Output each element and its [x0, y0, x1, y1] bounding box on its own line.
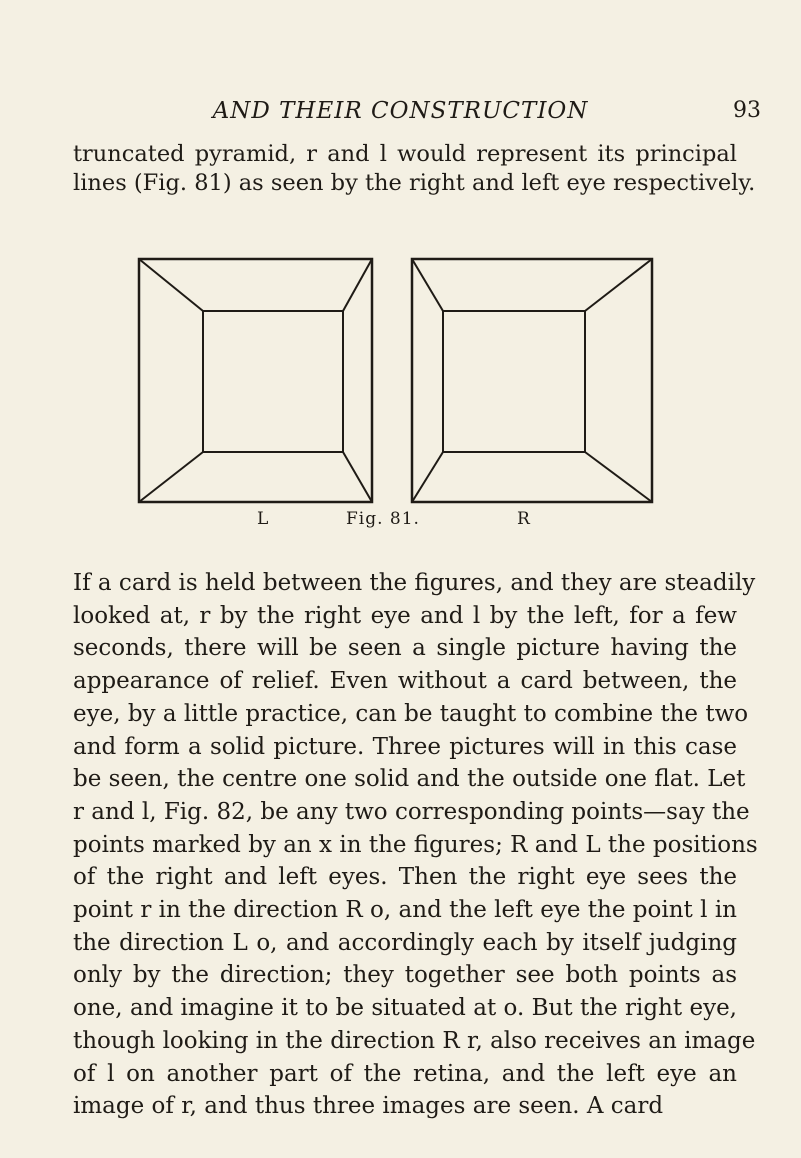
right-inner-square [443, 311, 585, 452]
text-line: appearance of relief. Even without a card between, the [73, 668, 737, 695]
intro-paragraph [73, 140, 756, 198]
right-eye-figure [412, 259, 652, 502]
text-line: looked at, r by the right eye and l by the left, for a few [73, 602, 737, 629]
text-line: seconds, there will be seen a single picture having the [73, 635, 737, 662]
running-header [0, 98, 801, 128]
caption-text: Fig. 81. [346, 509, 420, 529]
text-line: If a card is held between the figures, and they are steadily [73, 570, 756, 596]
text-line: of l on another part of the retina, and the left eye an [73, 1060, 737, 1087]
text-line: point r in the direction R o, and the left eye the point l in [73, 897, 737, 924]
edge-line [412, 452, 443, 502]
body-paragraph [73, 567, 758, 1123]
text-line: r and l, Fig. 82, be any two corresponding points—say the [73, 798, 750, 825]
edge-line [585, 259, 652, 311]
edge-line [343, 452, 372, 502]
left-eye-figure [139, 259, 372, 502]
text-line: lines (Fig. 81) as seen by the right and left eye respectively. [73, 170, 756, 196]
page-number: 93 [733, 98, 761, 123]
edge-line [139, 452, 203, 502]
right-label: R [517, 509, 530, 529]
figure-caption [0, 509, 801, 533]
stereo-figure [136, 256, 656, 506]
edge-line [343, 259, 372, 311]
text-line: be seen, the centre one solid and the outside one flat. Let [73, 766, 746, 793]
text-line: image of r, and thus three images are seen. A card [73, 1093, 664, 1120]
text-line: and form a solid picture. Three pictures will in this case [73, 733, 737, 760]
text-line: eye, by a little practice, can be taught to combine the two [73, 700, 749, 727]
right-outer-square [412, 259, 652, 502]
left-label: L [257, 509, 269, 529]
edge-line [139, 259, 203, 311]
text-line: the direction L o, and accordingly each by itself judging [73, 929, 737, 956]
left-outer-square [139, 259, 372, 502]
text-line: only by the direction; they together see both points as [73, 962, 737, 989]
text-line: of the right and left eyes. Then the right eye sees the [73, 864, 737, 891]
text-line: though looking in the direction R r, also receives an image [73, 1027, 756, 1054]
text-line: points marked by an x in the figures; R and L the positions [73, 831, 758, 858]
edge-line [585, 452, 652, 502]
left-inner-square [203, 311, 343, 452]
text-line: truncated pyramid, r and l would represent its principal [73, 141, 737, 167]
edge-line [412, 259, 443, 311]
text-line: one, and imagine it to be situated at o. But the right eye, [73, 995, 737, 1022]
header-title: AND THEIR CONSTRUCTION [212, 98, 589, 124]
